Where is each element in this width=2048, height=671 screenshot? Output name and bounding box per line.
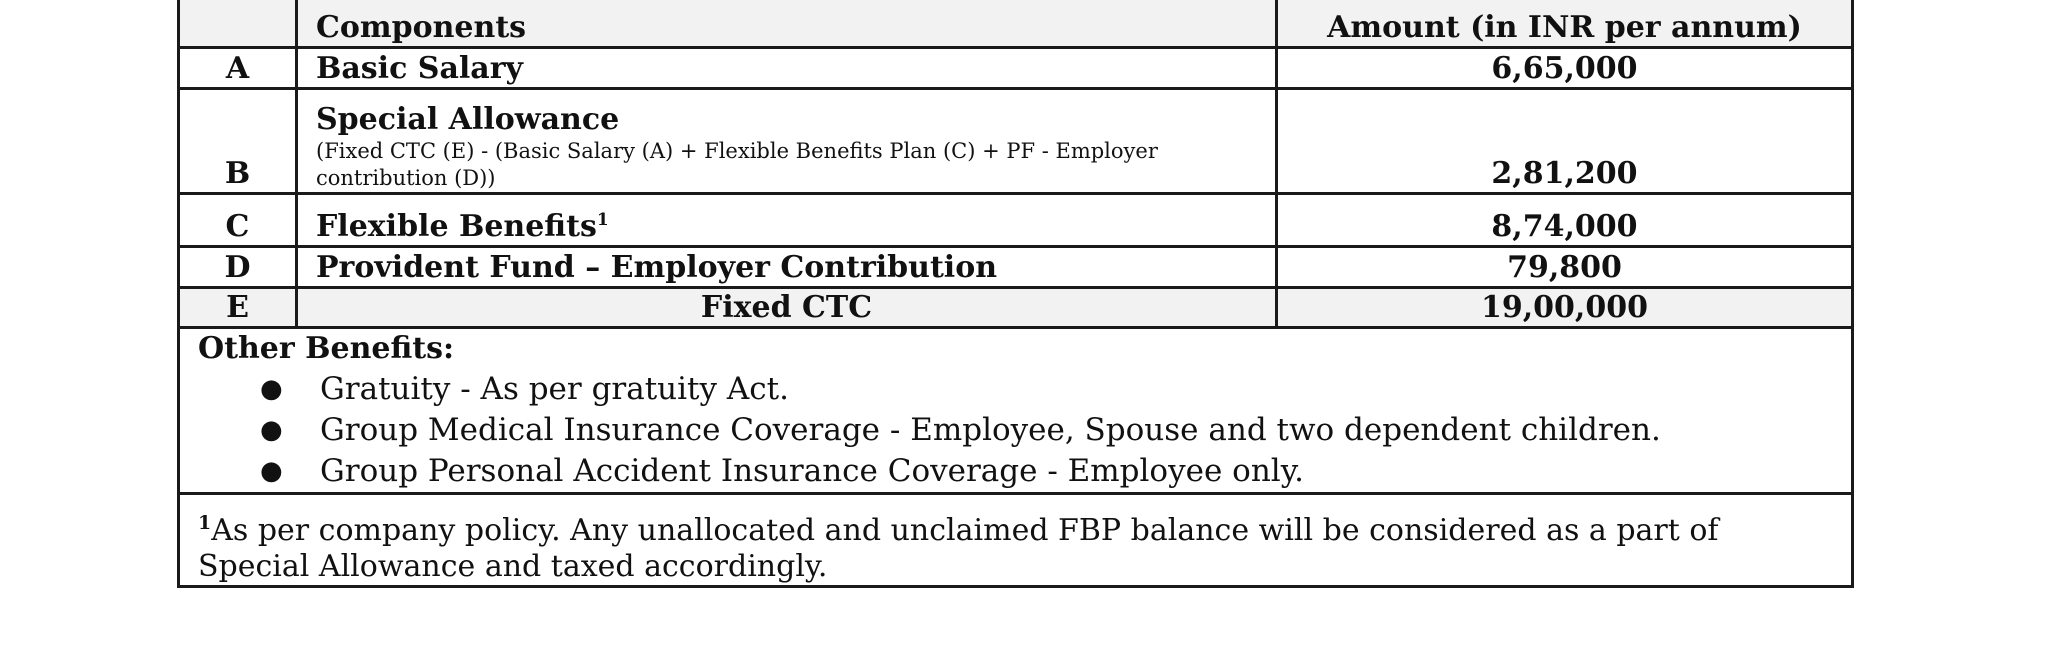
row-letter: E [179, 288, 297, 328]
bullet-icon: ● [260, 415, 283, 445]
other-benefits-cell [179, 328, 1853, 494]
list-item-text: Group Personal Accident Insurance Coverage - Employee only. [320, 453, 1304, 489]
table-row [179, 247, 1853, 288]
row-amount: 19,00,000 [1277, 288, 1853, 328]
table-row-total [179, 288, 1853, 328]
list-item-text: Gratuity - As per gratuity Act. [320, 371, 789, 407]
row-letter: D [179, 247, 297, 288]
header-components: Components [297, 0, 1277, 48]
list-item-text: Group Medical Insurance Coverage - Employee, Spouse and two dependent children. [320, 412, 1661, 448]
row-amount: 6,65,000 [1277, 48, 1853, 89]
row-component-note: (Fixed CTC (E) - (Basic Salary (A) + Flexible Benefits Plan (C) + PF - Employer contribution (D)) [316, 139, 1158, 190]
row-component: Fixed CTC [297, 288, 1277, 328]
row-letter: C [179, 194, 297, 247]
bullet-icon: ● [260, 456, 283, 486]
table-row [179, 48, 1853, 89]
other-benefits-list [198, 369, 1833, 492]
footnote-text: As per company policy. Any unallocated and unclaimed FBP balance will be considered as a part of Special Allowance and taxed accordingly. [198, 513, 1719, 584]
list-item [198, 369, 1833, 410]
row-letter: B [179, 89, 297, 194]
row-component: Special Allowance [316, 102, 620, 137]
ctc-table [177, 0, 1854, 588]
row-letter: A [179, 48, 297, 89]
table-row [179, 194, 1853, 247]
footnote-marker: 1 [596, 210, 609, 230]
footnote-mark: 1 [198, 512, 212, 534]
header-letter-cell [179, 0, 297, 48]
row-amount: 2,81,200 [1277, 89, 1853, 194]
row-component-cell [297, 194, 1277, 247]
bullet-icon: ● [260, 374, 283, 404]
row-component: Flexible Benefits [316, 209, 597, 244]
row-component: Provident Fund – Employer Contribution [297, 247, 1277, 288]
other-benefits-title: Other Benefits: [198, 331, 455, 366]
table-header-row [179, 0, 1853, 48]
list-item [198, 410, 1833, 451]
row-amount: 79,800 [1277, 247, 1853, 288]
header-amount: Amount (in INR per annum) [1277, 0, 1853, 48]
row-component-cell [297, 89, 1277, 194]
list-item [198, 451, 1833, 492]
table-row [179, 89, 1853, 194]
footnote-row [179, 494, 1853, 587]
footnote-cell [179, 494, 1853, 587]
other-benefits-row [179, 328, 1853, 494]
row-component: Basic Salary [297, 48, 1277, 89]
row-amount: 8,74,000 [1277, 194, 1853, 247]
